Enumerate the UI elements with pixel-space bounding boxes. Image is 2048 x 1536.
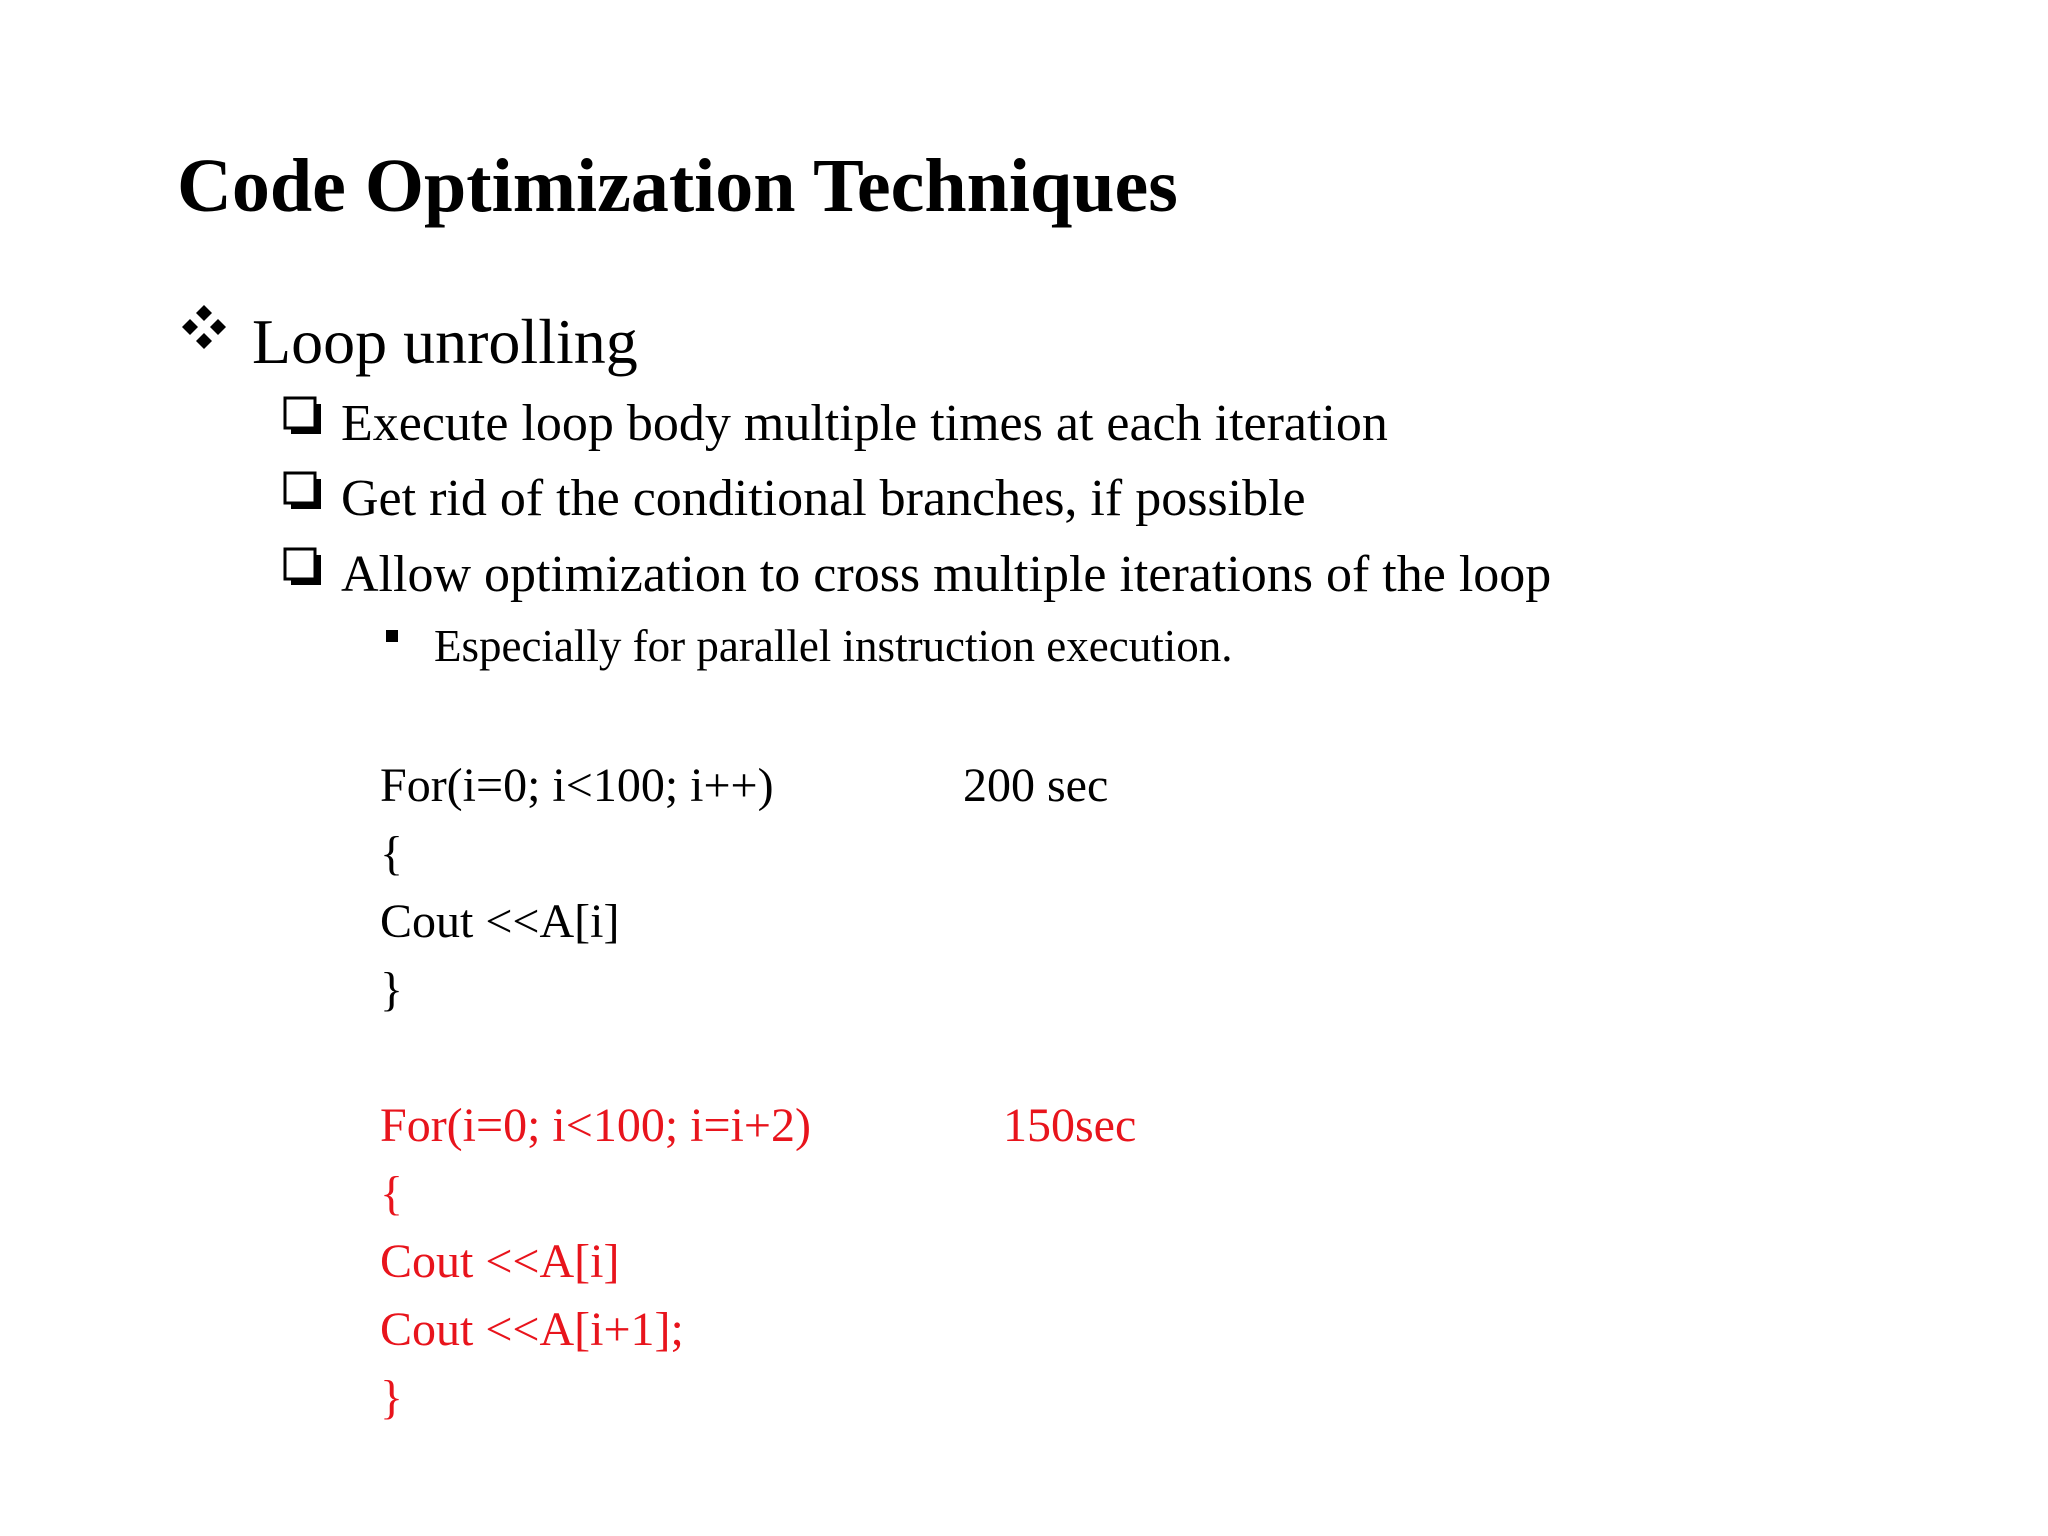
slide-title: Code Optimization Techniques xyxy=(177,144,1178,228)
shadowed-square-icon xyxy=(283,471,323,511)
code-line: For(i=0; i<100; i++) xyxy=(380,759,774,812)
sub-bullet-branches xyxy=(283,469,1306,529)
code-line: { xyxy=(380,827,404,880)
code-line: Cout <<A[i] xyxy=(380,895,620,948)
code-line: { xyxy=(380,1167,404,1220)
code-line: Cout <<A[i+1]; xyxy=(380,1303,684,1356)
sub-bullet-execute xyxy=(283,394,1388,454)
sub-bullet-cross-iterations xyxy=(283,545,1551,605)
sub-bullet-text: Get rid of the conditional branches, if possible xyxy=(341,470,1306,527)
four-diamond-icon xyxy=(180,303,228,351)
bullet-loop-unrolling xyxy=(180,307,638,377)
code-line: } xyxy=(380,963,404,1016)
bullet-text: Loop unrolling xyxy=(252,306,638,377)
code-line: For(i=0; i<100; i=i+2) xyxy=(380,1099,811,1152)
shadowed-square-icon xyxy=(283,547,323,587)
timing-label: 200 sec xyxy=(963,759,1109,812)
sub-sub-bullet-text: Especially for parallel instruction execution. xyxy=(434,620,1233,671)
code-line: } xyxy=(380,1371,404,1424)
code-line: Cout <<A[i] xyxy=(380,1235,620,1288)
timing-label: 150sec xyxy=(1003,1099,1137,1152)
small-square-icon xyxy=(386,630,398,642)
sub-sub-bullet-parallel xyxy=(386,618,1232,674)
sub-bullet-text: Execute loop body multiple times at each iteration xyxy=(341,395,1388,452)
sub-bullet-text: Allow optimization to cross multiple iterations of the loop xyxy=(341,546,1552,603)
shadowed-square-icon xyxy=(283,396,323,436)
